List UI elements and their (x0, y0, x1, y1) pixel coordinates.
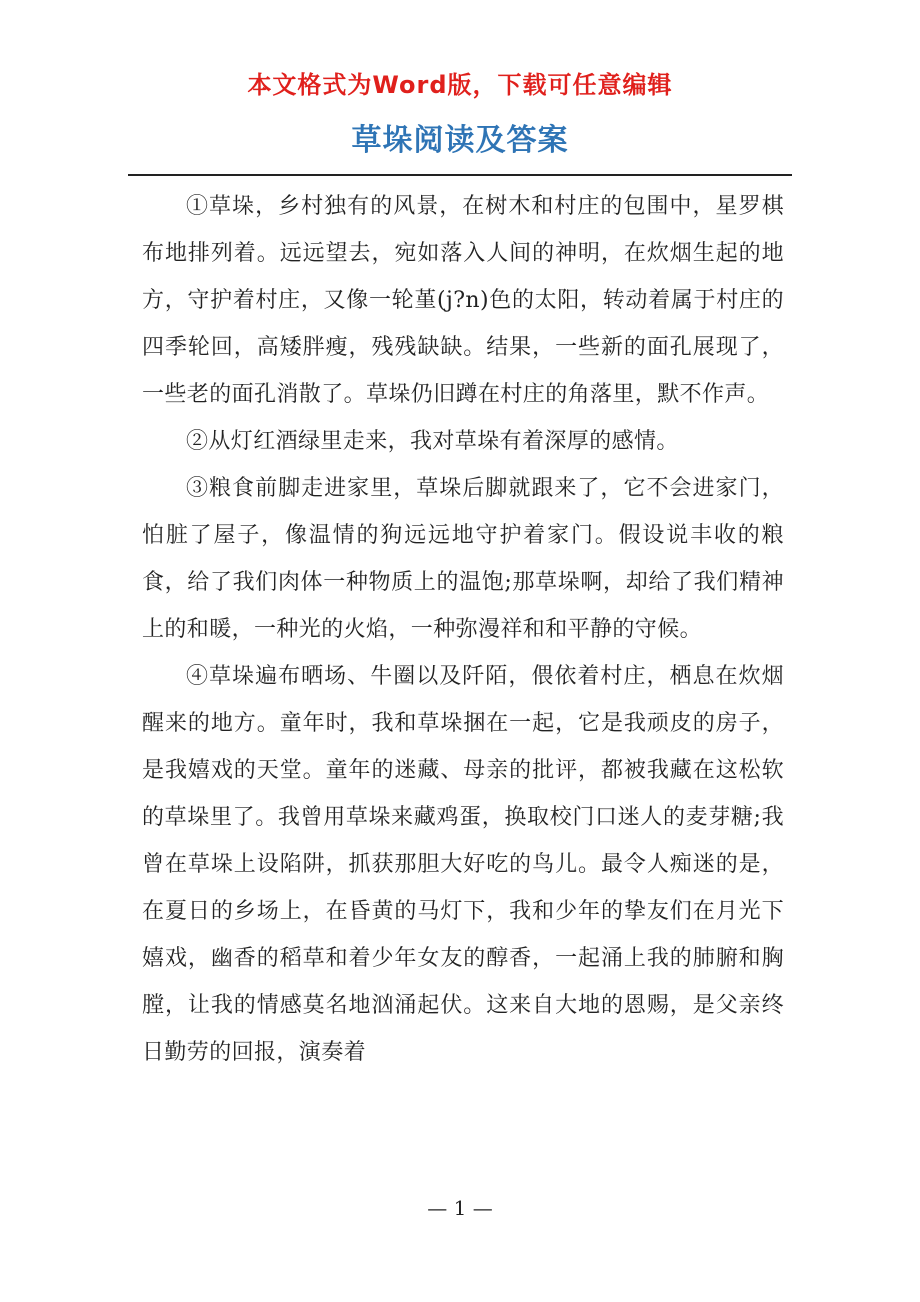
title-divider (128, 174, 792, 176)
paragraph-4: ④草垛遍布晒场、牛圈以及阡陌，偎依着村庄，栖息在炊烟醒来的地方。童年时，我和草垛捆在一起，它是我顽皮的房子，是我嬉戏的天堂。童年的迷藏、母亲的批评，都被我藏在这松软的草垛里了。我曾用草垛来藏鸡蛋，换取校门口迷人的麦芽糖;我曾在草垛上设陷阱，抓获那胆大好吃的鸟儿。最令人痴迷的是，在夏日的乡场上，在昏黄的马灯下，我和少年的挚友们在月光下嬉戏，幽香的稻草和着少年女友的醇香，一起涌上我的肺腑和胸膛，让我的情感莫名地汹涌起伏。这来自大地的恩赐，是父亲终日勤劳的回报，演奏着 (142, 664, 784, 1065)
paragraph-2: ②从灯红酒绿里走来，我对草垛有着深厚的感情。 (186, 429, 679, 454)
format-banner: 本文格式为Word版，下载可任意编辑 (247, 71, 673, 99)
page-number: — 1 — (427, 1196, 493, 1220)
article-body (142, 183, 784, 1076)
paragraph-3: ③粮食前脚走进家里，草垛后脚就跟来了，它不会进家门，怕脏了屋子，像温情的狗远远地守护着家门。假设说丰收的粮食，给了我们肉体一种物质上的温饱;那草垛啊，却给了我们精神上的和暖，一种光的火焰，一种弥漫祥和和平静的守候。 (142, 476, 784, 642)
page-title: 草垛阅读及答案 (351, 123, 569, 158)
paragraph-1: ①草垛，乡村独有的风景，在树木和村庄的包围中，星罗棋布地排列着。远远望去，宛如落入人间的神明，在炊烟生起的地方，守护着村庄，又像一轮堇(j?n)色的太阳，转动着属于村庄的四季轮回，高矮胖瘦，残残缺缺。结果，一些新的面孔展现了，一些老的面孔消散了。草垛仍旧蹲在村庄的角落里，默不作声。 (142, 194, 784, 407)
